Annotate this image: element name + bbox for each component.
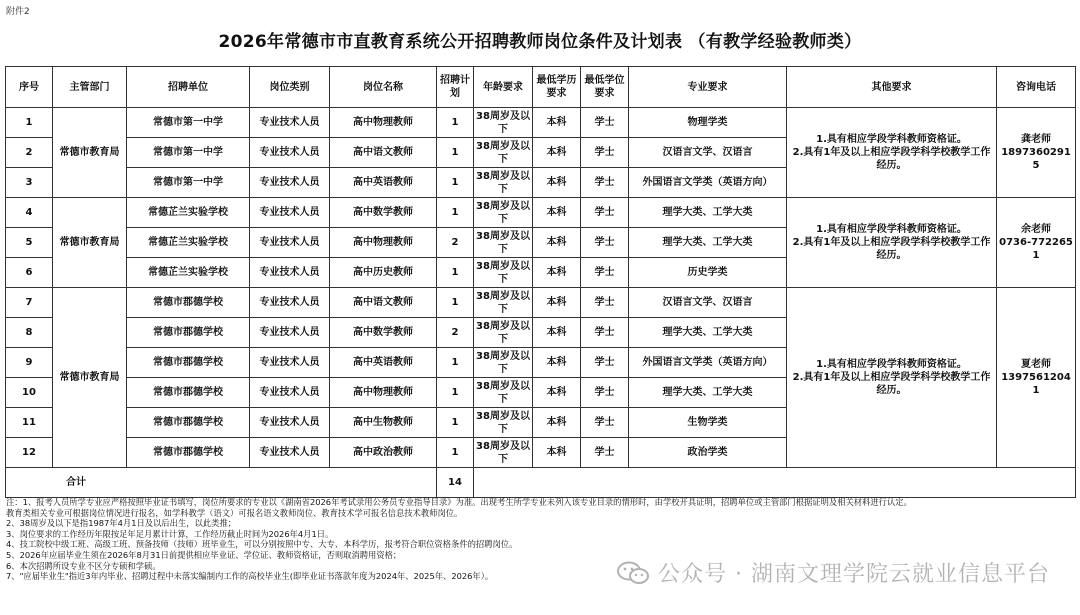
cell-degree: 学士 [581, 228, 629, 258]
cell-position: 高中生物教师 [330, 408, 437, 438]
cell-major: 理学大类、工学大类 [629, 198, 787, 228]
cell-major: 物理学类 [629, 108, 787, 138]
cell-no: 8 [6, 318, 53, 348]
note-line: 4、技工院校中级工班、高级工班、预备技师（技师）班毕业生，可以分别按照中专、大专、本科学历，报考符合职位资格条件的招聘岗位。 [6, 539, 518, 550]
cell-other: 1.具有相应学段学科教师资格证。 2.具有1年及以上相应学段学科学校教学工作经历。 [787, 108, 997, 198]
cell-major: 生物学类 [629, 408, 787, 438]
cell-degree: 学士 [581, 348, 629, 378]
cell-unit: 常德市郡德学校 [127, 288, 250, 318]
cell-position: 高中物理教师 [330, 378, 437, 408]
cell-position: 高中英语教师 [330, 168, 437, 198]
cell-edu: 本科 [533, 288, 581, 318]
cell-position: 高中政治教师 [330, 438, 437, 468]
cell-major: 汉语言文学、汉语言 [629, 288, 787, 318]
cell-major: 历史学类 [629, 258, 787, 288]
cell-age: 38周岁及以下 [474, 228, 533, 258]
header-row [6, 67, 1076, 108]
cell-no: 5 [6, 228, 53, 258]
cell-category: 专业技术人员 [250, 348, 330, 378]
table-row [6, 108, 1076, 138]
cell-unit: 常德市郡德学校 [127, 378, 250, 408]
total-empty [474, 468, 1076, 498]
note-line: 6、本次招聘所设专业不区分专硕和学硕。 [6, 560, 161, 571]
cell-age: 38周岁及以下 [474, 168, 533, 198]
cell-plan: 1 [437, 378, 474, 408]
cell-plan: 1 [437, 408, 474, 438]
cell-position: 高中语文教师 [330, 138, 437, 168]
header-phone: 咨询电话 [997, 67, 1076, 108]
cell-unit: 常德市郡德学校 [127, 438, 250, 468]
cell-no: 7 [6, 288, 53, 318]
cell-position: 高中物理教师 [330, 108, 437, 138]
header-edu: 最低学历要求 [533, 67, 581, 108]
cell-unit: 常德芷兰实验学校 [127, 258, 250, 288]
cell-edu: 本科 [533, 198, 581, 228]
cell-age: 38周岁及以下 [474, 408, 533, 438]
total-row [6, 468, 1076, 498]
cell-edu: 本科 [533, 318, 581, 348]
cell-unit: 常德芷兰实验学校 [127, 228, 250, 258]
cell-dept: 常德市教育局 [53, 198, 127, 288]
cell-position: 高中物理教师 [330, 228, 437, 258]
header-major: 专业要求 [629, 67, 787, 108]
cell-age: 38周岁及以下 [474, 378, 533, 408]
cell-category: 专业技术人员 [250, 228, 330, 258]
note-line: 2、38周岁及以下是指1987年4月1日及以后出生，以此类推； [6, 518, 237, 529]
cell-no: 11 [6, 408, 53, 438]
cell-edu: 本科 [533, 348, 581, 378]
watermark [616, 557, 1050, 588]
table-row [6, 198, 1076, 228]
cell-position: 高中历史教师 [330, 258, 437, 288]
cell-degree: 学士 [581, 378, 629, 408]
header-unit: 招聘单位 [127, 67, 250, 108]
header-degree: 最低学位要求 [581, 67, 629, 108]
cell-category: 专业技术人员 [250, 408, 330, 438]
cell-edu: 本科 [533, 438, 581, 468]
note-line: 教育类相关专业可根据岗位情况进行报名，如学科教学（语文）可报名语文教师岗位、教育技术学可报名信息技术教师岗位。 [6, 507, 463, 518]
cell-degree: 学士 [581, 258, 629, 288]
cell-major: 理学大类、工学大类 [629, 228, 787, 258]
cell-unit: 常德市第一中学 [127, 168, 250, 198]
cell-edu: 本科 [533, 378, 581, 408]
cell-category: 专业技术人员 [250, 318, 330, 348]
cell-plan: 1 [437, 288, 474, 318]
cell-plan: 1 [437, 138, 474, 168]
note-line: 3、岗位要求的工作经历年限按足年足月累计计算，工作经历截止时间为2026年4月1日。 [6, 528, 334, 539]
cell-category: 专业技术人员 [250, 288, 330, 318]
cell-no: 10 [6, 378, 53, 408]
cell-edu: 本科 [533, 258, 581, 288]
cell-phone: 余老师 0736-7722651 [997, 198, 1076, 288]
cell-major: 理学大类、工学大类 [629, 378, 787, 408]
cell-edu: 本科 [533, 168, 581, 198]
cell-degree: 学士 [581, 138, 629, 168]
page-title: 2026年常德市市直教育系统公开招聘教师岗位条件及计划表 （有教学经验教师类） [218, 32, 862, 52]
cell-unit: 常德市第一中学 [127, 138, 250, 168]
cell-plan: 1 [437, 438, 474, 468]
cell-degree: 学士 [581, 408, 629, 438]
header-age: 年龄要求 [474, 67, 533, 108]
cell-age: 38周岁及以下 [474, 438, 533, 468]
cell-major: 理学大类、工学大类 [629, 318, 787, 348]
cell-major: 外国语言文学类（英语方向） [629, 348, 787, 378]
header-position: 岗位名称 [330, 67, 437, 108]
cell-edu: 本科 [533, 408, 581, 438]
cell-position: 高中英语教师 [330, 348, 437, 378]
cell-age: 38周岁及以下 [474, 288, 533, 318]
cell-plan: 2 [437, 318, 474, 348]
cell-unit: 常德市郡德学校 [127, 408, 250, 438]
cell-plan: 1 [437, 198, 474, 228]
cell-plan: 2 [437, 228, 474, 258]
cell-degree: 学士 [581, 198, 629, 228]
cell-no: 4 [6, 198, 53, 228]
cell-plan: 1 [437, 348, 474, 378]
cell-edu: 本科 [533, 108, 581, 138]
cell-phone: 龚老师 18973602915 [997, 108, 1076, 198]
cell-unit: 常德市第一中学 [127, 108, 250, 138]
cell-degree: 学士 [581, 438, 629, 468]
cell-unit: 常德市郡德学校 [127, 348, 250, 378]
cell-no: 9 [6, 348, 53, 378]
cell-category: 专业技术人员 [250, 378, 330, 408]
cell-other: 1.具有相应学段学科教师资格证。 2.具有1年及以上相应学段学科学校教学工作经历。 [787, 198, 997, 288]
cell-age: 38周岁及以下 [474, 198, 533, 228]
cell-dept: 常德市教育局 [53, 288, 127, 468]
cell-category: 专业技术人员 [250, 168, 330, 198]
recruitment-table [5, 66, 1076, 498]
cell-phone: 夏老师 13975612041 [997, 288, 1076, 468]
note-line: 7、"应届毕业生"指近3年内毕业、招聘过程中未落实编制内工作的高校毕业生(即毕业证书落款年度为2024年、2025年、2026年）。 [6, 571, 494, 582]
cell-category: 专业技术人员 [250, 258, 330, 288]
cell-no: 2 [6, 138, 53, 168]
cell-age: 38周岁及以下 [474, 348, 533, 378]
cell-age: 38周岁及以下 [474, 318, 533, 348]
cell-no: 6 [6, 258, 53, 288]
cell-dept: 常德市教育局 [53, 108, 127, 198]
note-line: 注：1、报考人员所学专业应严格按照毕业证书填写，岗位所要求的专业以《湖南省2026年考试录用公务员专业指导目录》为准。出现考生所学专业未列入该专业目录的情形时，由学校开具证明，招聘单位或主管部门根据证明及相关材料进行认定。 [6, 497, 912, 507]
cell-no: 3 [6, 168, 53, 198]
cell-major: 汉语言文学、汉语言 [629, 138, 787, 168]
note-line: 5、2026年应届毕业生须在2026年8月31日前提供相应毕业证、学位证、教师资格证，否则取消聘用资格； [6, 549, 402, 560]
header-no: 序号 [6, 67, 53, 108]
wechat-icon [616, 561, 650, 585]
cell-unit: 常德市郡德学校 [127, 318, 250, 348]
cell-age: 38周岁及以下 [474, 258, 533, 288]
cell-position: 高中数学教师 [330, 318, 437, 348]
header-plan: 招聘计划 [437, 67, 474, 108]
cell-degree: 学士 [581, 318, 629, 348]
cell-no: 1 [6, 108, 53, 138]
total-plan: 14 [437, 468, 474, 498]
cell-major: 政治学类 [629, 438, 787, 468]
watermark-text: 公众号 · 湖南文理学院云就业信息平台 [658, 562, 1050, 587]
cell-plan: 1 [437, 168, 474, 198]
cell-category: 专业技术人员 [250, 108, 330, 138]
cell-plan: 1 [437, 258, 474, 288]
cell-category: 专业技术人员 [250, 138, 330, 168]
cell-degree: 学士 [581, 168, 629, 198]
cell-degree: 学士 [581, 108, 629, 138]
cell-other: 1.具有相应学段学科教师资格证。 2.具有1年及以上相应学段学科学校教学工作经历。 [787, 288, 997, 468]
header-category: 岗位类别 [250, 67, 330, 108]
table-row [6, 288, 1076, 318]
cell-unit: 常德芷兰实验学校 [127, 198, 250, 228]
header-other: 其他要求 [787, 67, 997, 108]
cell-position: 高中数学教师 [330, 198, 437, 228]
cell-plan: 1 [437, 108, 474, 138]
cell-no: 12 [6, 438, 53, 468]
cell-category: 专业技术人员 [250, 438, 330, 468]
cell-degree: 学士 [581, 288, 629, 318]
total-label: 合计 [6, 468, 437, 498]
cell-major: 外国语言文学类（英语方向） [629, 168, 787, 198]
cell-edu: 本科 [533, 138, 581, 168]
cell-position: 高中语文教师 [330, 288, 437, 318]
cell-age: 38周岁及以下 [474, 108, 533, 138]
cell-edu: 本科 [533, 228, 581, 258]
attachment-label: 附件2 [6, 7, 30, 17]
header-dept: 主管部门 [53, 67, 127, 108]
cell-category: 专业技术人员 [250, 198, 330, 228]
cell-age: 38周岁及以下 [474, 138, 533, 168]
